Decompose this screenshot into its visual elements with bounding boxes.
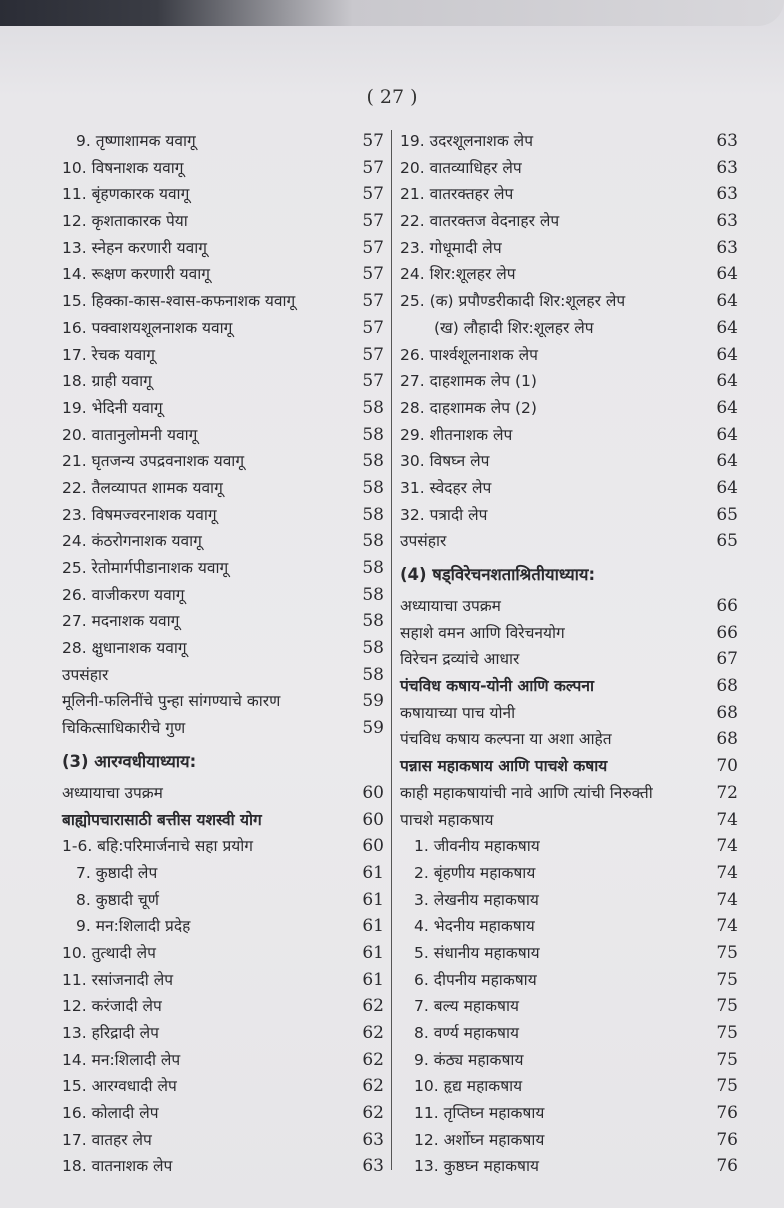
- toc-entry-label: 13. कुष्ठघ्न महाकषाय: [414, 1157, 539, 1176]
- toc-entry-page: 74: [716, 809, 738, 830]
- toc-entry-label: 28. क्षुधानाशक यवागू: [62, 639, 187, 658]
- toc-entry-page: 58: [362, 451, 384, 472]
- toc-entry: [62, 208, 384, 235]
- toc-entry: [400, 422, 738, 449]
- toc-entry-label: मूलिनी-फलिनींचे पुन्हा सांगण्याचे कारण: [62, 692, 281, 711]
- toc-entry-label: 21. वातरक्तहर लेप: [400, 185, 514, 204]
- right-entries-section-4: [400, 593, 738, 1180]
- toc-entry: [62, 181, 384, 208]
- toc-entry: [62, 315, 384, 342]
- toc-entry-label: 11. तृप्तिघ्न महाकषाय: [414, 1104, 545, 1123]
- toc-entry-page: 61: [362, 862, 384, 883]
- toc-entry-page: 58: [362, 504, 384, 525]
- toc-entry-label: 5. संधानीय महाकषाय: [414, 943, 540, 962]
- toc-entry: [62, 1127, 384, 1154]
- toc-entry: [62, 688, 384, 715]
- toc-entry-page: 62: [362, 1049, 384, 1070]
- toc-entry: [62, 422, 384, 449]
- toc-entry: [62, 780, 384, 807]
- toc-entry: [400, 913, 738, 940]
- toc-entry: [62, 155, 384, 182]
- toc-entry-page: 63: [716, 131, 738, 151]
- toc-entry-page: 62: [362, 1103, 384, 1124]
- toc-entry: [400, 1100, 738, 1127]
- toc-entry-page: 75: [716, 996, 738, 1017]
- toc-entry-page: 57: [362, 371, 384, 392]
- toc-entry-label: उपसंहार: [62, 665, 109, 684]
- toc-entry-page: 63: [362, 1156, 384, 1177]
- toc-entry-label: उपसंहार: [400, 532, 447, 551]
- toc-entry-page: 76: [716, 1103, 738, 1124]
- toc-entry-page: 64: [716, 317, 738, 338]
- toc-entry-page: 58: [362, 611, 384, 632]
- toc-entry-page: 68: [716, 729, 738, 750]
- toc-entry-page: 76: [716, 1129, 738, 1150]
- page-top-edge: [0, 0, 784, 26]
- toc-entry: [62, 1073, 384, 1100]
- toc-entry: [400, 502, 738, 529]
- toc-entry: [400, 528, 738, 555]
- toc-entry: [62, 395, 384, 422]
- toc-entry-page: 64: [716, 291, 738, 312]
- toc-entry-page: 75: [716, 1023, 738, 1043]
- left-column: [62, 128, 384, 1180]
- right-entries: [400, 128, 738, 555]
- toc-entry: [400, 368, 738, 395]
- toc-entry-page: 62: [362, 996, 384, 1017]
- toc-entry-page: 68: [716, 702, 738, 723]
- toc-entry: [400, 593, 738, 620]
- toc-entry-label: अध्यायाचा उपक्रम: [62, 783, 163, 802]
- toc-entry-page: 64: [716, 397, 738, 418]
- toc-entry-page: 63: [716, 184, 738, 205]
- toc-entry-page: 58: [362, 477, 384, 498]
- toc-entry-label: पन्नास महाकषाय आणि पाचशे कषाय: [400, 757, 608, 776]
- toc-entry: [400, 1127, 738, 1154]
- toc-entry: [400, 155, 738, 182]
- toc-entry: [400, 235, 738, 262]
- toc-entry: [62, 342, 384, 369]
- toc-entry: [400, 475, 738, 502]
- toc-entry-page: 65: [716, 531, 738, 552]
- toc-entry-page: 60: [362, 809, 384, 830]
- toc-entry-page: 74: [716, 862, 738, 883]
- toc-entry-page: 66: [716, 622, 738, 643]
- toc-entry-page: 59: [362, 691, 384, 712]
- toc-entry-label: 9. तृष्णाशामक यवागू: [76, 132, 196, 150]
- toc-entry-page: 58: [362, 638, 384, 659]
- toc-entry: [62, 128, 384, 155]
- right-column: [400, 128, 738, 1180]
- toc-entry: [400, 208, 738, 235]
- toc-entry-label: 22. वातरक्तज वेदनाहर लेप: [400, 212, 560, 231]
- section-heading-4: (4) षड्विरेचनशताश्रितीयाध्याय:: [400, 565, 596, 584]
- toc-entry: [400, 1153, 738, 1180]
- toc-entry-page: 57: [362, 317, 384, 338]
- toc-entry-label: पंचविध कषाय-योनी आणि कल्पना: [400, 677, 594, 696]
- toc-entry-label: 20. वातानुलोमनी यवागू: [62, 425, 198, 444]
- toc-entry-label: 8. वर्ण्य महाकषाय: [414, 1024, 519, 1042]
- toc-entry: [62, 1153, 384, 1180]
- toc-entry: [62, 662, 384, 689]
- toc-entry: [400, 181, 738, 208]
- left-entries: [62, 128, 384, 742]
- toc-entry-page: 61: [362, 889, 384, 910]
- toc-entry: [400, 620, 738, 647]
- toc-entry: [62, 913, 384, 940]
- toc-entry-label: 10. हृद्य महाकषाय: [414, 1077, 523, 1096]
- toc-entry: [400, 395, 738, 422]
- toc-entry: [62, 528, 384, 555]
- toc-entry-page: 57: [362, 211, 384, 232]
- toc-entry-label: पाचशे महाकषाय: [400, 810, 494, 829]
- toc-entry: [62, 288, 384, 315]
- toc-entry-page: 74: [716, 916, 738, 937]
- toc-entry-page: 57: [362, 264, 384, 285]
- toc-entry: [400, 448, 738, 475]
- toc-entry-page: 64: [716, 424, 738, 445]
- toc-entry-page: 62: [362, 1023, 384, 1043]
- toc-entry-page: 64: [716, 371, 738, 392]
- toc-entry-page: 64: [716, 477, 738, 498]
- toc-entry-label: 10. विषनाशक यवागू: [62, 158, 184, 177]
- toc-entry-page: 63: [716, 237, 738, 258]
- toc-entry-label: 23. विषमज्वरनाशक यवागू: [62, 505, 217, 524]
- toc-entry: [62, 860, 384, 887]
- toc-entry-label: सहाशे वमन आणि विरेचनयोग: [400, 623, 565, 642]
- toc-entry-page: 61: [362, 942, 384, 963]
- toc-entry-label: 20. वातव्याधिहर लेप: [400, 158, 522, 177]
- toc-entry-label: 1-6. बहि:परिमार्जनाचे सहा प्रयोग: [62, 837, 254, 856]
- toc-entry-page: 63: [716, 157, 738, 178]
- toc-entry-page: 58: [362, 424, 384, 445]
- toc-entry-label: 4. भेदनीय महाकषाय: [414, 917, 535, 936]
- toc-entry: [400, 726, 738, 753]
- toc-entry: [62, 715, 384, 742]
- toc-entry: [400, 646, 738, 673]
- toc-entry-page: 60: [362, 782, 384, 803]
- toc-entry-label: 14. मन:शिलादी लेप: [62, 1050, 181, 1069]
- toc-entry-label: 31. स्वेदहर लेप: [400, 478, 492, 497]
- toc-entry-label: पंचविध कषाय कल्पना या अशा आहेत: [400, 730, 612, 749]
- toc-entry: [400, 673, 738, 700]
- toc-entry-page: 75: [716, 969, 738, 990]
- toc-entry: [400, 860, 738, 887]
- toc-entry-label: 9. मन:शिलादी प्रदेह: [76, 917, 191, 936]
- toc-entry-label: 8. कुष्ठादी चूर्ण: [76, 890, 159, 909]
- toc-entry-label: 7. कुष्ठादी लेप: [76, 863, 158, 882]
- toc-entry-label: 32. पत्रादी लेप: [400, 505, 488, 524]
- toc-entry-page: 58: [362, 584, 384, 605]
- toc-entry-label: 13. स्नेहन करणारी यवागू: [62, 238, 207, 257]
- toc-entry-page: 61: [362, 969, 384, 990]
- toc-entry-label: 15. आरग्वधादी लेप: [62, 1077, 177, 1096]
- toc-entry-label: 2. बृंहणीय महाकषाय: [414, 863, 536, 882]
- toc-entry: [62, 887, 384, 914]
- toc-entry-label: 27. मदनाशक यवागू: [62, 612, 180, 631]
- toc-entry: [400, 315, 738, 342]
- toc-entry-label: 21. घृतजन्य उपद्रवनाशक यवागू: [62, 452, 245, 471]
- toc-entry-page: 75: [716, 942, 738, 963]
- toc-entry-label: 9. कंठ्य महाकषाय: [414, 1050, 524, 1069]
- toc-entry: [62, 940, 384, 967]
- toc-entry: [62, 555, 384, 582]
- toc-entry-label: 16. कोलादी लेप: [62, 1104, 159, 1123]
- toc-entry-page: 65: [716, 504, 738, 525]
- toc-entry-page: 66: [716, 596, 738, 616]
- toc-entry-label: 24. शिर:शूलहर लेप: [400, 265, 516, 284]
- toc-entry: [400, 700, 738, 727]
- toc-entry: [400, 780, 738, 807]
- toc-entry-label: 11. रसांजनादी लेप: [62, 970, 174, 989]
- toc-entry-page: 76: [716, 1156, 738, 1177]
- toc-entry: [400, 1020, 738, 1047]
- toc-entry-label: 10. तुत्थादी लेप: [62, 943, 156, 962]
- toc-entry: [62, 1020, 384, 1047]
- toc-entry-label: 11. बृंहणकारक यवागू: [62, 185, 190, 204]
- toc-entry: [62, 993, 384, 1020]
- toc-entry-page: 63: [716, 211, 738, 232]
- toc-entry: [400, 342, 738, 369]
- toc-entry-label: 26. पार्श्वशूलनाशक लेप: [400, 345, 538, 364]
- toc-entry-page: 62: [362, 1076, 384, 1097]
- toc-entry-label: (ख) लौहादी शिर:शूलहर लेप: [434, 318, 594, 337]
- toc-entry-label: 12. अर्शोघ्न महाकषाय: [414, 1130, 545, 1149]
- toc-entry: [62, 807, 384, 834]
- toc-entry: [62, 967, 384, 994]
- page-number: ( 27 ): [366, 86, 418, 108]
- toc-entry-label: अध्यायाचा उपक्रम: [400, 597, 501, 615]
- toc-entry: [62, 582, 384, 609]
- toc-entry-label: काही महाकषायांची नावे आणि त्यांची निरुक्ती: [400, 783, 653, 802]
- toc-entry: [400, 887, 738, 914]
- toc-entry-page: 57: [362, 131, 384, 151]
- toc-entry-label: विरेचन द्रव्यांचे आधार: [400, 650, 520, 669]
- toc-entry: [62, 608, 384, 635]
- toc-entry-label: 13. हरिद्रादी लेप: [62, 1024, 159, 1042]
- toc-entry-label: कषायाच्या पाच योनी: [400, 703, 516, 722]
- toc-entry-label: 26. वाजीकरण यवागू: [62, 585, 185, 604]
- toc-entry: [400, 833, 738, 860]
- toc-entry-label: 3. लेखनीय महाकषाय: [414, 890, 539, 909]
- toc-entry-label: 7. बल्य महाकषाय: [414, 997, 519, 1016]
- toc-entry: [400, 940, 738, 967]
- toc-entry: [62, 1047, 384, 1074]
- toc-entry-label: 22. तैलव्यापत शामक यवागू: [62, 478, 223, 497]
- toc-entry-page: 58: [362, 664, 384, 685]
- toc-entry-label: बाह्योपचारासाठी बत्तीस यशस्वी योग: [62, 810, 262, 829]
- toc-entry-page: 59: [362, 718, 384, 739]
- toc-entry: [400, 128, 738, 155]
- toc-entry-page: 68: [716, 676, 738, 697]
- toc-entry: [400, 288, 738, 315]
- toc-entry-page: 57: [362, 237, 384, 258]
- toc-entry-page: 57: [362, 184, 384, 205]
- toc-entry-label: 17. रेचक यवागू: [62, 345, 155, 364]
- toc-entry: [62, 261, 384, 288]
- toc-entry-page: 72: [716, 782, 738, 803]
- toc-entry-page: 57: [362, 291, 384, 312]
- toc-entry-label: 16. पक्वाशयशूलनाशक यवागू: [62, 318, 233, 337]
- toc-entry-page: 64: [716, 451, 738, 472]
- toc-entry: [62, 635, 384, 662]
- toc-entry-label: चिकित्साधिकारीचे गुण: [62, 719, 186, 738]
- column-divider: [391, 130, 392, 1170]
- toc-entry: [62, 368, 384, 395]
- toc-entry-label: 17. वातहर लेप: [62, 1130, 152, 1149]
- toc-entry-page: 58: [362, 397, 384, 418]
- toc-entry: [400, 1047, 738, 1074]
- toc-entry-label: 27. दाहशामक लेप (1): [400, 372, 537, 391]
- toc-entry: [62, 448, 384, 475]
- toc-entry-label: 15. हिक्का-कास-श्वास-कफनाशक यवागू: [62, 292, 296, 311]
- section-heading-3: (3) आरग्वधीयाध्याय:: [62, 751, 197, 771]
- toc-entry-label: 23. गोधूमादी लेप: [400, 238, 502, 257]
- toc-entry-label: 14. रूक्षण करणारी यवागू: [62, 265, 210, 284]
- toc-entry: [62, 1100, 384, 1127]
- toc-entry: [400, 1073, 738, 1100]
- toc-entry-label: 19. भेदिनी यवागू: [62, 398, 163, 417]
- toc-entry: [400, 753, 738, 780]
- toc-entry: [400, 993, 738, 1020]
- toc-entry-label: 6. दीपनीय महाकषाय: [414, 970, 537, 989]
- toc-entry-label: 18. ग्राही यवागू: [62, 372, 152, 391]
- toc-entry: [62, 502, 384, 529]
- toc-entry: [62, 235, 384, 262]
- toc-entry-label: 30. विषघ्न लेप: [400, 452, 490, 471]
- toc-entry-label: 28. दाहशामक लेप (2): [400, 398, 537, 417]
- toc-entry-page: 74: [716, 836, 738, 857]
- toc-entry-label: 29. शीतनाशक लेप: [400, 425, 513, 444]
- toc-entry-label: 25. (क) प्रपौण्डरीकादी शिर:शूलहर लेप: [400, 292, 626, 311]
- toc-entry-page: 60: [362, 836, 384, 857]
- left-entries-section-3: [62, 780, 384, 1180]
- toc-entry: [400, 261, 738, 288]
- toc-entry-page: 57: [362, 344, 384, 365]
- toc-entry-page: 75: [716, 1076, 738, 1097]
- toc-entry: [62, 475, 384, 502]
- toc-entry: [400, 967, 738, 994]
- toc-entry-page: 70: [716, 756, 738, 777]
- toc-entry-page: 58: [362, 558, 384, 578]
- toc-entry-label: 12. कृशताकारक पेया: [62, 212, 188, 231]
- toc-entry-page: 75: [716, 1049, 738, 1070]
- toc-entry-page: 58: [362, 531, 384, 552]
- toc-entry-label: 19. उदरशूलनाशक लेप: [400, 132, 533, 150]
- toc-entry: [400, 807, 738, 834]
- toc-entry-page: 67: [716, 649, 738, 670]
- toc-entry-page: 64: [716, 344, 738, 365]
- toc-entry-label: 24. कंठरोगनाशक यवागू: [62, 532, 202, 551]
- toc-entry: [62, 833, 384, 860]
- toc-entry-page: 74: [716, 889, 738, 910]
- toc-entry-page: 63: [362, 1129, 384, 1150]
- toc-entry-page: 57: [362, 157, 384, 178]
- toc-entry-page: 61: [362, 916, 384, 937]
- toc-entry-label: 12. करंजादी लेप: [62, 997, 162, 1016]
- toc-entry-label: 18. वातनाशक लेप: [62, 1157, 173, 1176]
- toc-entry-page: 64: [716, 264, 738, 285]
- toc-entry-label: 1. जीवनीय महाकषाय: [414, 837, 540, 856]
- toc-entry-label: 25. रेतोमार्गपीडानाशक यवागू: [62, 559, 229, 577]
